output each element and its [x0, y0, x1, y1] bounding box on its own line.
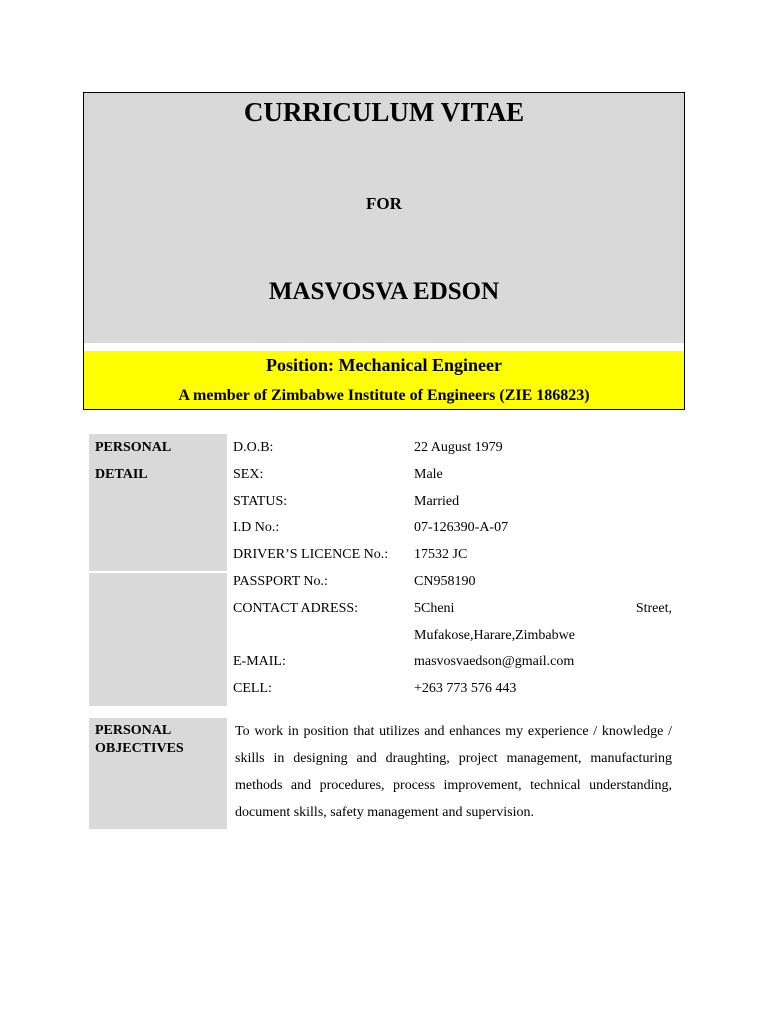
personal-detail-label [89, 434, 227, 571]
detail-value: Male [414, 467, 443, 482]
detail-key: CONTACT ADRESS: [233, 601, 359, 616]
detail-value: 07-126390-A-07 [414, 520, 509, 535]
address-part-2: Street, [635, 601, 672, 616]
detail-value: +263 773 576 443 [414, 681, 517, 696]
detail-value: masvosvaedson@gmail.com [414, 654, 575, 669]
objectives-label-line2: OBJECTIVES [95, 741, 184, 756]
personal-detail-label-line1: PERSONAL [95, 440, 172, 455]
membership-line: A member of Zimbabwe Institute of Engineers (ZIE 186823) [178, 387, 590, 404]
position-title: Position: Mechanical Engineer [266, 355, 502, 375]
address-city: Mufakose,Harare,Zimbabwe [414, 628, 575, 643]
detail-value: 22 August 1979 [414, 440, 503, 455]
detail-value: 17532 JC [414, 547, 468, 562]
objectives-text: To work in position that utilizes and enhances my experience / knowledge / skills in designing and draughting, project management, manufacturing methods and procedures, process improvement, technical understanding, document skills, safety management and supervision. [235, 724, 672, 820]
detail-key: D.O.B: [233, 440, 274, 455]
personal-objectives-label [89, 718, 227, 829]
detail-key: E-MAIL: [233, 654, 286, 669]
detail-value: CN958190 [414, 574, 476, 589]
address-line-1 [414, 595, 672, 622]
detail-key: I.D No.: [233, 520, 280, 535]
personal-detail-label-line2: DETAIL [95, 467, 148, 482]
header-box [83, 92, 685, 410]
candidate-name: MASVOSVA EDSON [268, 278, 500, 305]
detail-value: Married [414, 494, 460, 509]
detail-key: SEX: [233, 467, 264, 482]
document-title: CURRICULUM VITAE [243, 97, 525, 127]
detail-key: STATUS: [233, 494, 288, 509]
personal-detail-label-continued [89, 573, 227, 706]
detail-key: CELL: [233, 681, 272, 696]
position-banner [84, 351, 684, 409]
title-panel [84, 93, 684, 343]
detail-key: PASSPORT No.: [233, 574, 328, 589]
detail-key: DRIVER’S LICENCE No.: [233, 547, 389, 562]
objectives-label-line1: PERSONAL [95, 723, 172, 738]
for-label: FOR [366, 194, 402, 213]
address-part-1: 5Cheni [414, 601, 455, 616]
